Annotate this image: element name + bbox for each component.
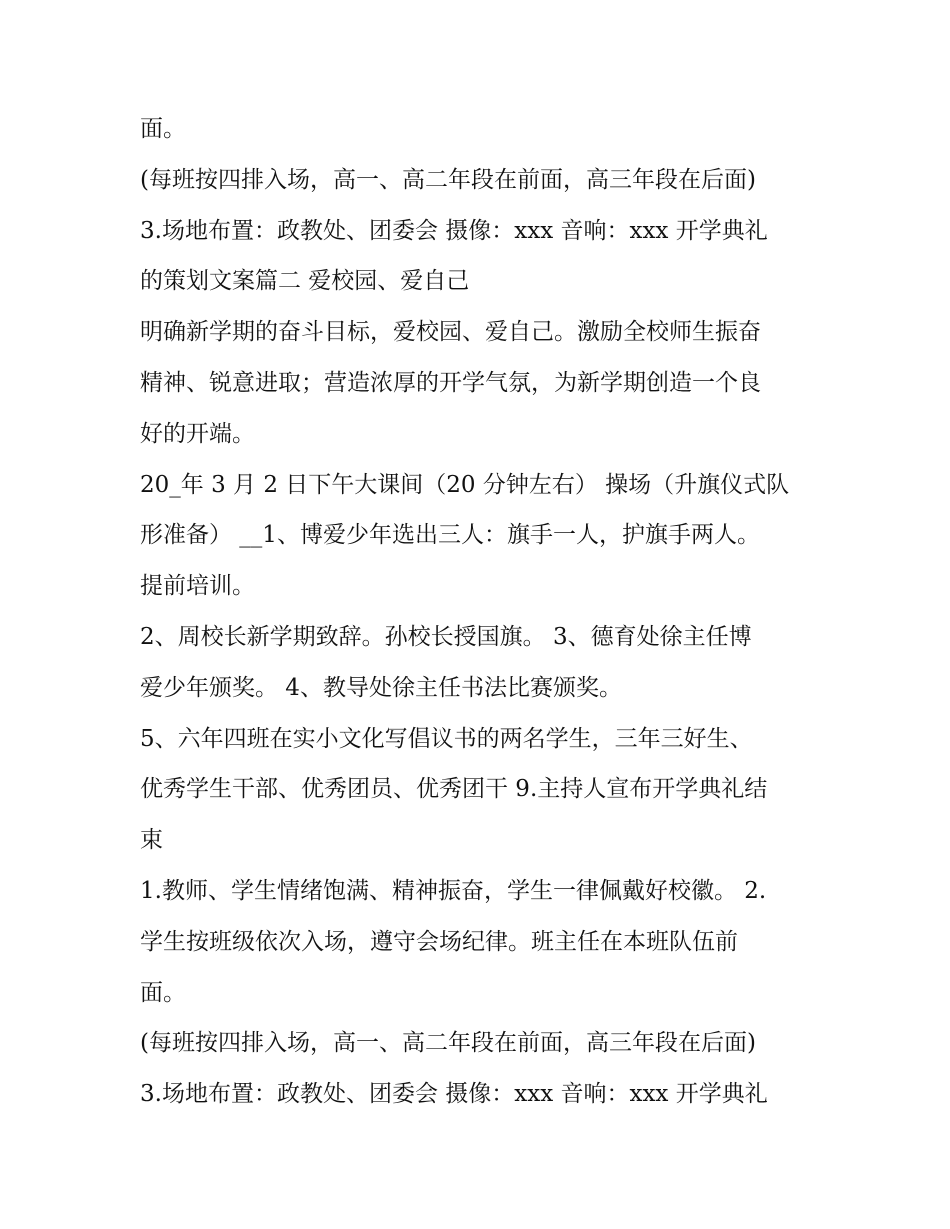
text-line: 面。 [140, 979, 186, 1006]
text-line: 好的开端。 [140, 420, 255, 447]
text-line: 3.场地布置：政教处、团委会 摄像：xxx 音响：xxx 开学典礼 [140, 1081, 768, 1108]
document-body [140, 104, 830, 1120]
text-line: 爱少年颁奖。 4、教导处徐主任书法比赛颁奖。 [140, 674, 622, 701]
text-line: 学生按班级依次入场，遵守会场纪律。班主任在本班队伍前 [140, 928, 738, 955]
text-line: 20_年 3 月 2 日下午大课间（20 分钟左右） 操场（升旗仪式队 [140, 471, 790, 498]
text-line: 提前培训。 [140, 573, 255, 600]
text-line: 5、六年四班在实小文化写倡议书的两名学生，三年三好生、 [140, 725, 753, 752]
text-line: (每班按四排入场，高一、高二年段在前面，高三年段在后面) [140, 166, 756, 193]
text-line: 束 [140, 827, 163, 854]
text-line: (每班按四排入场，高一、高二年段在前面，高三年段在后面) [140, 1030, 756, 1057]
text-line: 2、周校长新学期致辞。孙校长授国旗。 3、德育处徐主任博 [140, 623, 752, 650]
text-line: 1.教师、学生情绪饱满、精神振奋，学生一律佩戴好校徽。 2. [140, 877, 767, 904]
text-line: 的策划文案篇二 爱校园、爱自己 [140, 268, 470, 295]
text-line: 明确新学期的奋斗目标，爱校园、爱自己。激励全校师生振奋 [140, 319, 761, 346]
text-line: 形准备） __1、博爱少年选出三人：旗手一人，护旗手两人。 [140, 522, 760, 549]
text-line: 精神、锐意进取；营造浓厚的开学气氛，为新学期创造一个良 [140, 369, 761, 396]
text-line: 优秀学生干部、优秀团员、优秀团干 9.主持人宣布开学典礼结 [140, 776, 768, 803]
text-line: 3.场地布置：政教处、团委会 摄像：xxx 音响：xxx 开学典礼 [140, 217, 768, 244]
text-line: 面。 [140, 116, 186, 142]
